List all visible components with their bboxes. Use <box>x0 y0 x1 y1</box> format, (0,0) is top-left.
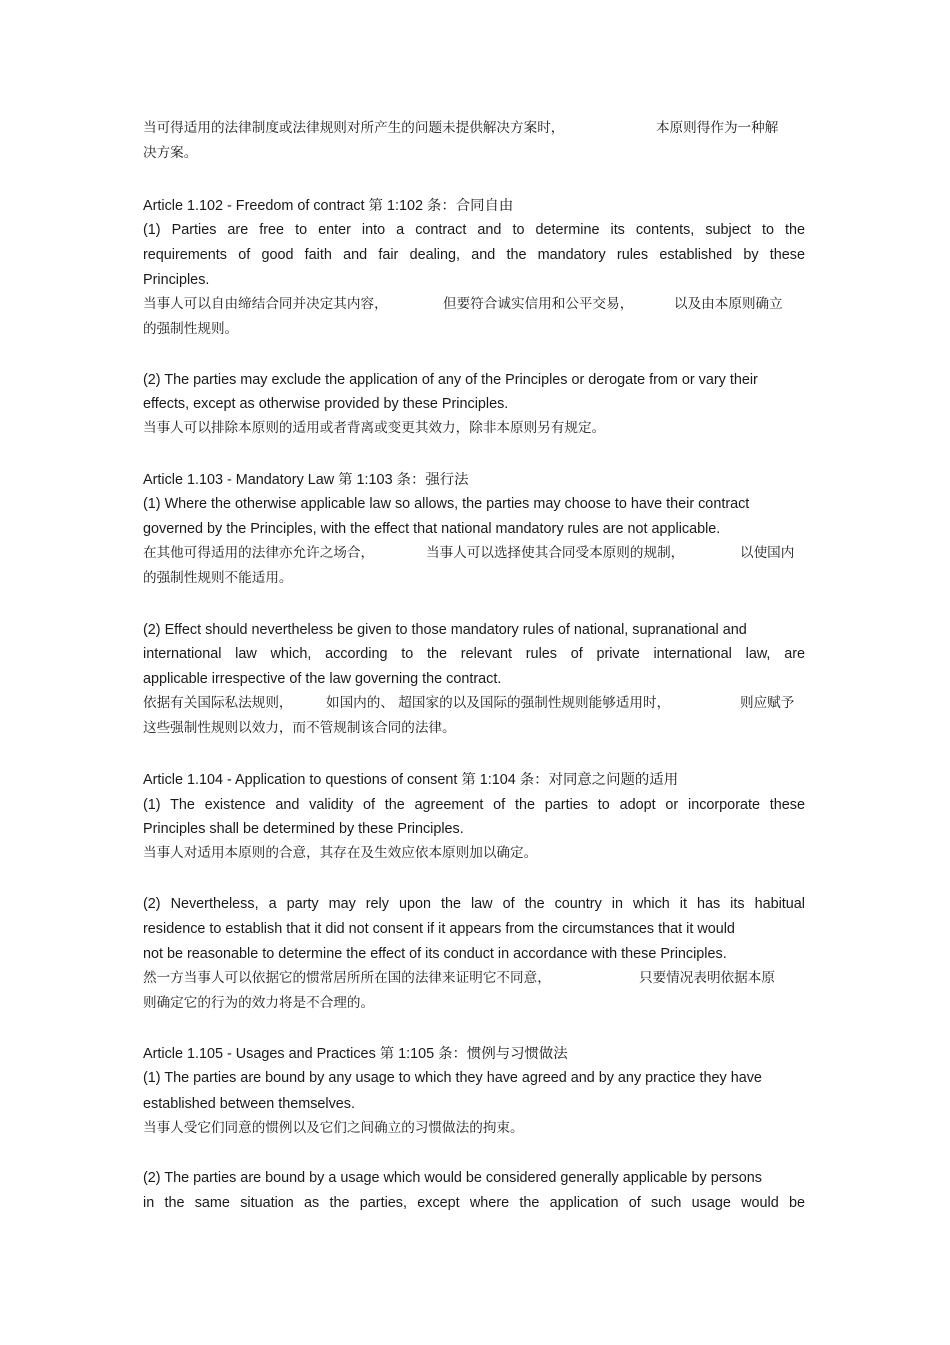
article-1-103-p2-line: applicable irrespective of the law governing the contract. <box>143 671 502 687</box>
article-1-102-p2-cn-line: 当事人可以排除本原则的适用或者背离或变更其效力，除非本原则另有规定。 <box>143 420 606 436</box>
cn-segment: 只要情况表明依据本原 <box>639 970 775 986</box>
article-1-104-p1-line: Principles shall be determined by these Principles. <box>143 821 464 837</box>
article-1-104-p2-cn-line: 则确定它的行为的效力将是不合理的。 <box>143 995 375 1011</box>
article-1-102-p1-cn-line: 的强制性规则。 <box>143 321 239 337</box>
cn-segment: 在其他可得适用的法律亦允许之场合， <box>143 545 375 561</box>
cn-segment: 如国内的、 超国家的以及国际的强制性规则能够适用时， <box>326 695 671 711</box>
cn-segment: 当事人可以选择使其合同受本原则的规制， <box>426 545 685 561</box>
article-1-103-heading: Article 1.103 - Mandatory Law 第 1:103 条：强行法 <box>143 472 469 488</box>
article-1-103-p1-line: governed by the Principles, with the effect that national mandatory rules are not applicable. <box>143 521 721 537</box>
article-1-102-p1-line: (1) Parties are free to enter into a contract and to determine its contents, subject to the <box>143 222 805 238</box>
article-1-104-p1-cn-line: 当事人对适用本原则的合意，其存在及生效应依本原则加以确定。 <box>143 845 538 861</box>
article-1-102-p1-line: Principles. <box>143 272 210 288</box>
article-1-104-p1-line: (1) The existence and validity of the agreement of the parties to adopt or incorporate these <box>143 797 805 813</box>
intro-text-b: 本原则得作为一种解 <box>656 120 779 136</box>
article-1-104-p2-line: (2) Nevertheless, a party may rely upon the law of the country in which it has its habitual <box>143 896 805 912</box>
article-1-104-p2-line: residence to establish that it did not consent if it appears from the circumstances that it would <box>143 921 735 937</box>
article-1-103-p2-cn-line: 这些强制性规则以效力，而不管规制该合同的法律。 <box>143 720 456 736</box>
cn-segment: 但要符合诚实信用和公平交易， <box>443 296 634 312</box>
article-1-102-heading: Article 1.102 - Freedom of contract 第 1:102 条：合同自由 <box>143 198 514 214</box>
article-1-103-p2-line: (2) Effect should nevertheless be given to those mandatory rules of national, supranational and <box>143 622 747 638</box>
article-1-104-heading: Article 1.104 - Application to questions of consent 第 1:104 条：对同意之问题的适用 <box>143 772 679 788</box>
article-1-102-p2-line: effects, except as otherwise provided by these Principles. <box>143 396 509 412</box>
cn-segment: 则应赋予 <box>740 695 795 711</box>
article-1-105-p1-cn-line: 当事人受它们同意的惯例以及它们之间确立的习惯做法的拘束。 <box>143 1120 524 1136</box>
article-1-102-p2-line: (2) The parties may exclude the application of any of the Principles or derogate from or vary their <box>143 372 758 388</box>
article-1-102-p1-line: requirements of good faith and fair dealing, and the mandatory rules established by these <box>143 247 805 263</box>
cn-segment: 以及由本原则确立 <box>674 296 783 312</box>
article-1-103-p1-cn-line: 的强制性规则不能适用。 <box>143 570 293 586</box>
article-1-105-heading: Article 1.105 - Usages and Practices 第 1:105 条：惯例与习惯做法 <box>143 1046 568 1062</box>
article-1-103-p1-line: (1) Where the otherwise applicable law so allows, the parties may choose to have their contract <box>143 496 750 512</box>
article-1-103-p2-line: international law which, according to the relevant rules of private international law, are <box>143 646 805 662</box>
article-1-105-p1-line: (1) The parties are bound by any usage to which they have agreed and by any practice they have <box>143 1070 762 1086</box>
intro-text-a: 当可得适用的法律制度或法律规则对所产生的问题未提供解决方案时， <box>143 120 565 136</box>
article-1-105-p2-line: in the same situation as the parties, except where the application of such usage would be <box>143 1195 805 1211</box>
cn-segment: 当事人可以自由缔结合同并决定其内容， <box>143 296 388 312</box>
article-1-105-p2-line: (2) The parties are bound by a usage which would be considered generally applicable by persons <box>143 1170 762 1186</box>
article-1-105-p1-line: established between themselves. <box>143 1096 355 1112</box>
article-1-104-p2-line: not be reasonable to determine the effect of its conduct in accordance with these Principles. <box>143 946 727 962</box>
intro-line-2: 决方案。 <box>143 145 198 161</box>
cn-segment: 然一方当事人可以依据它的惯常居所所在国的法律来证明它不同意， <box>143 970 551 986</box>
cn-segment: 依据有关国际私法规则， <box>143 695 293 711</box>
cn-segment: 以使国内 <box>740 545 795 561</box>
